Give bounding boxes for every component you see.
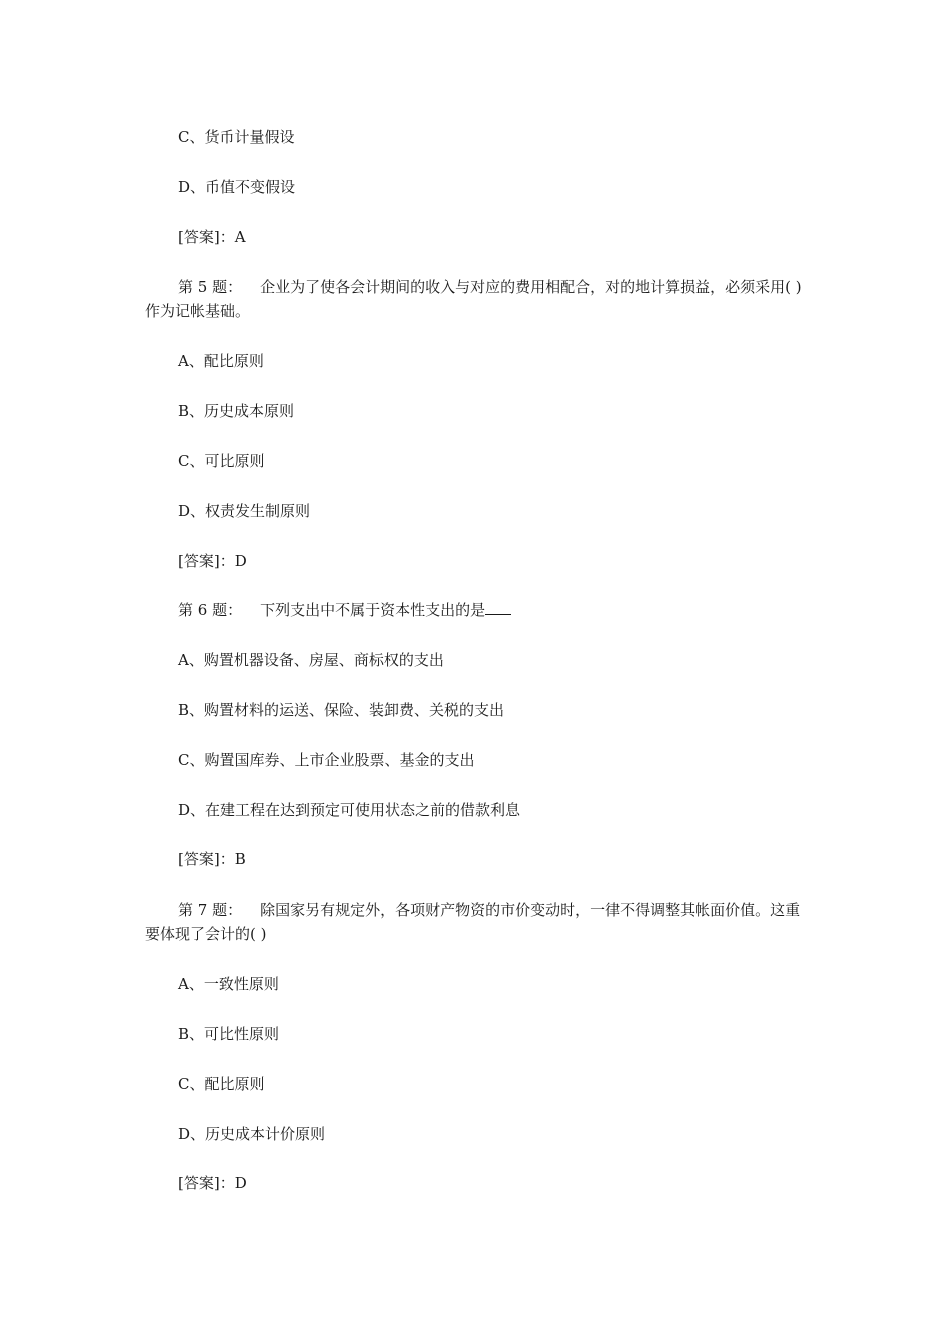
q5-option-d: D、权责发生制原则 xyxy=(178,502,311,520)
question-7-number: 第 7 题： xyxy=(178,901,243,919)
question-6-text: 下列支出中不属于资本性支出的是 xyxy=(260,601,486,619)
question-6 xyxy=(178,600,511,620)
answer-blank xyxy=(485,600,511,615)
q7-option-a: A、一致性原则 xyxy=(178,975,279,993)
q7-option-b: B、可比性原则 xyxy=(178,1025,280,1043)
q6-answer: [答案]：B xyxy=(178,850,246,868)
q6-option-b: B、购置材料的运送、保险、装卸费、关税的支出 xyxy=(178,701,505,719)
question-7-text: 除国家另有规定外，各项财产物资的市价变动时，一律不得调整其帐面价值。这重要体现了会计的( ) xyxy=(145,901,801,943)
q5-option-b: B、历史成本原则 xyxy=(178,402,295,420)
option-c-prev: C、货币计量假设 xyxy=(178,128,295,146)
q7-answer: [答案]：D xyxy=(178,1174,247,1192)
question-5-text: 企业为了使各会计期间的收入与对应的费用相配合，对的地计算损益，必须采用( )作为记帐基础。 xyxy=(145,278,802,320)
question-7 xyxy=(145,898,810,946)
q6-option-c: C、购置国库券、上市企业股票、基金的支出 xyxy=(178,751,475,769)
q7-option-d: D、历史成本计价原则 xyxy=(178,1125,326,1143)
q5-answer: [答案]：D xyxy=(178,552,247,570)
q7-option-c: C、配比原则 xyxy=(178,1075,265,1093)
q5-option-c: C、可比原则 xyxy=(178,452,265,470)
option-d-prev: D、币值不变假设 xyxy=(178,178,296,196)
question-5 xyxy=(145,275,810,323)
q5-option-a: A、配比原则 xyxy=(178,352,264,370)
q6-option-d: D、在建工程在达到预定可使用状态之前的借款利息 xyxy=(178,801,521,819)
question-5-number: 第 5 题： xyxy=(178,278,243,296)
question-6-number: 第 6 题： xyxy=(178,601,243,619)
answer-prev: [答案]：A xyxy=(178,228,246,246)
q6-option-a: A、购置机器设备、房屋、商标权的支出 xyxy=(178,651,444,669)
